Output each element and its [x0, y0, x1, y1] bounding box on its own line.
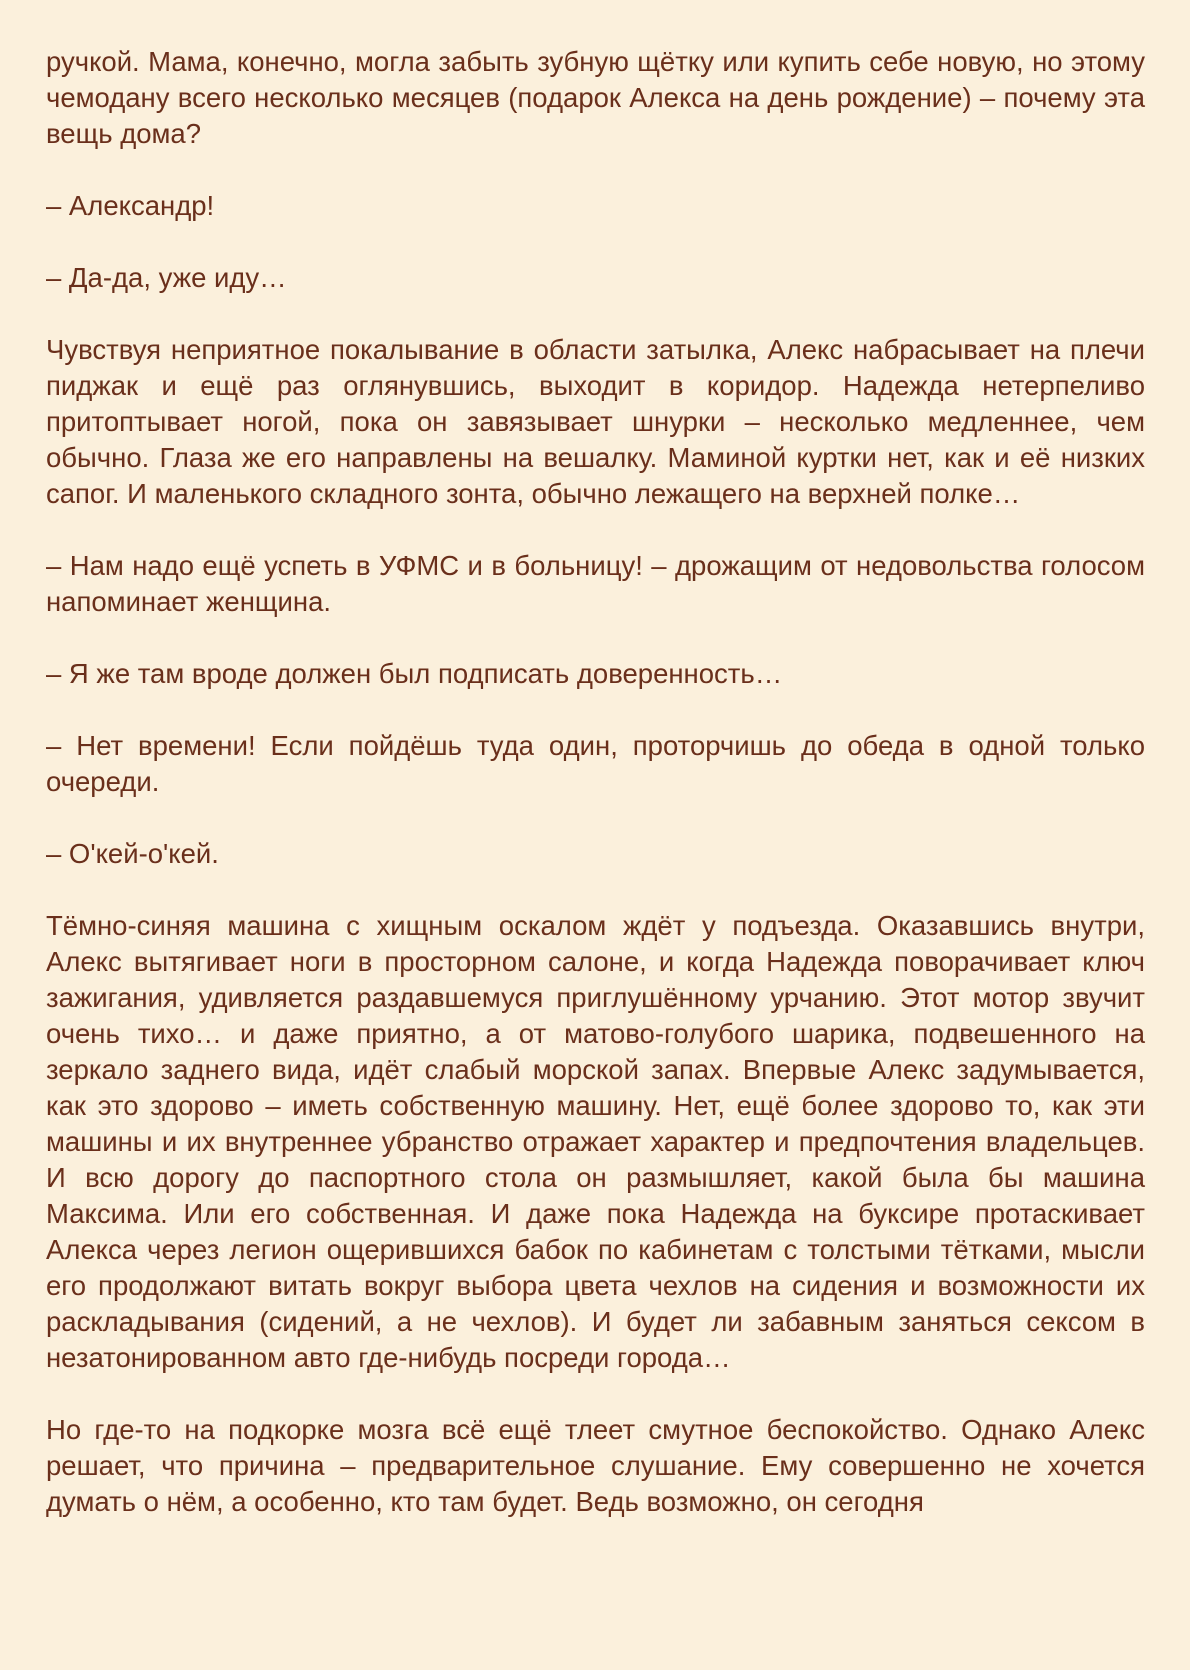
paragraph-5: – Нам надо ещё успеть в УФМС и в больницу! – дрожащим от недовольства голосом напоминает женщина.	[46, 550, 1145, 617]
paragraph-9: Тёмно-синяя машина с хищным оскалом ждёт у подъезда. Оказавшись внутри, Алекс вытягивает ноги в просторном салоне, и когда Надежда поворачивает ключ зажигания, удивляется раздавшемуся приглушённому урчанию. Этот мотор звучит очень тихо… и даже приятно, а от матово-голубого шарика, подвешенного на зеркало заднего вида, идёт слабый морской запах. Впервые Алекс задумывается, как это здорово – иметь собственную машину. Нет, ещё более здорово то, как эти машины и их внутреннее убранство отражает характер и предпочтения владельцев. И всю дорогу до паспортного стола он размышляет, какой была бы машина Максима. Или его собственная. И даже пока Надежда на буксире протаскивает Алекса через легион ощерившихся бабок по кабинетам с толстыми тётками, мысли его продолжают витать вокруг выбора цвета чехлов на сидения и возможности их раскладывания (сидений, а не чехлов). И будет ли забавным заняться сексом в незатонированном авто где-нибудь посреди города…	[46, 910, 1145, 1373]
paragraph-7: – Нет времени! Если пойдёшь туда один, проторчишь до обеда в одной только очереди.	[46, 730, 1145, 797]
paragraph-10: Но где-то на подкорке мозга всё ещё тлеет смутное беспокойство. Однако Алекс решает, что причина – предварительное слушание. Ему совершенно не хочется думать о нём, а особенно, кто там будет. Ведь возможно, он сегодня	[46, 1414, 1145, 1517]
paragraph-1: ручкой. Мама, конечно, могла забыть зубную щётку или купить себе новую, но этому чемодану всего несколько месяцев (подарок Алекса на день рождение) – почему эта вещь дома?	[46, 46, 1145, 149]
paragraph-4: Чувствуя неприятное покалывание в области затылка, Алекс набрасывает на плечи пиджак и ещё раз оглянувшись, выходит в коридор. Надежда нетерпеливо притоптывает ногой, пока он завязывает шнурки – несколько медленнее, чем обычно. Глаза же его направлены на вешалку. Маминой куртки нет, как и её низких сапог. И маленького складного зонта, обычно лежащего на верхней полке…	[46, 334, 1145, 509]
paragraph-6: – Я же там вроде должен был подписать доверенность…	[46, 658, 783, 689]
paragraph-8: – О'кей-о'кей.	[46, 838, 219, 869]
paragraph-2: – Александр!	[46, 190, 215, 221]
paragraph-3: – Да-да, уже иду…	[46, 262, 287, 293]
